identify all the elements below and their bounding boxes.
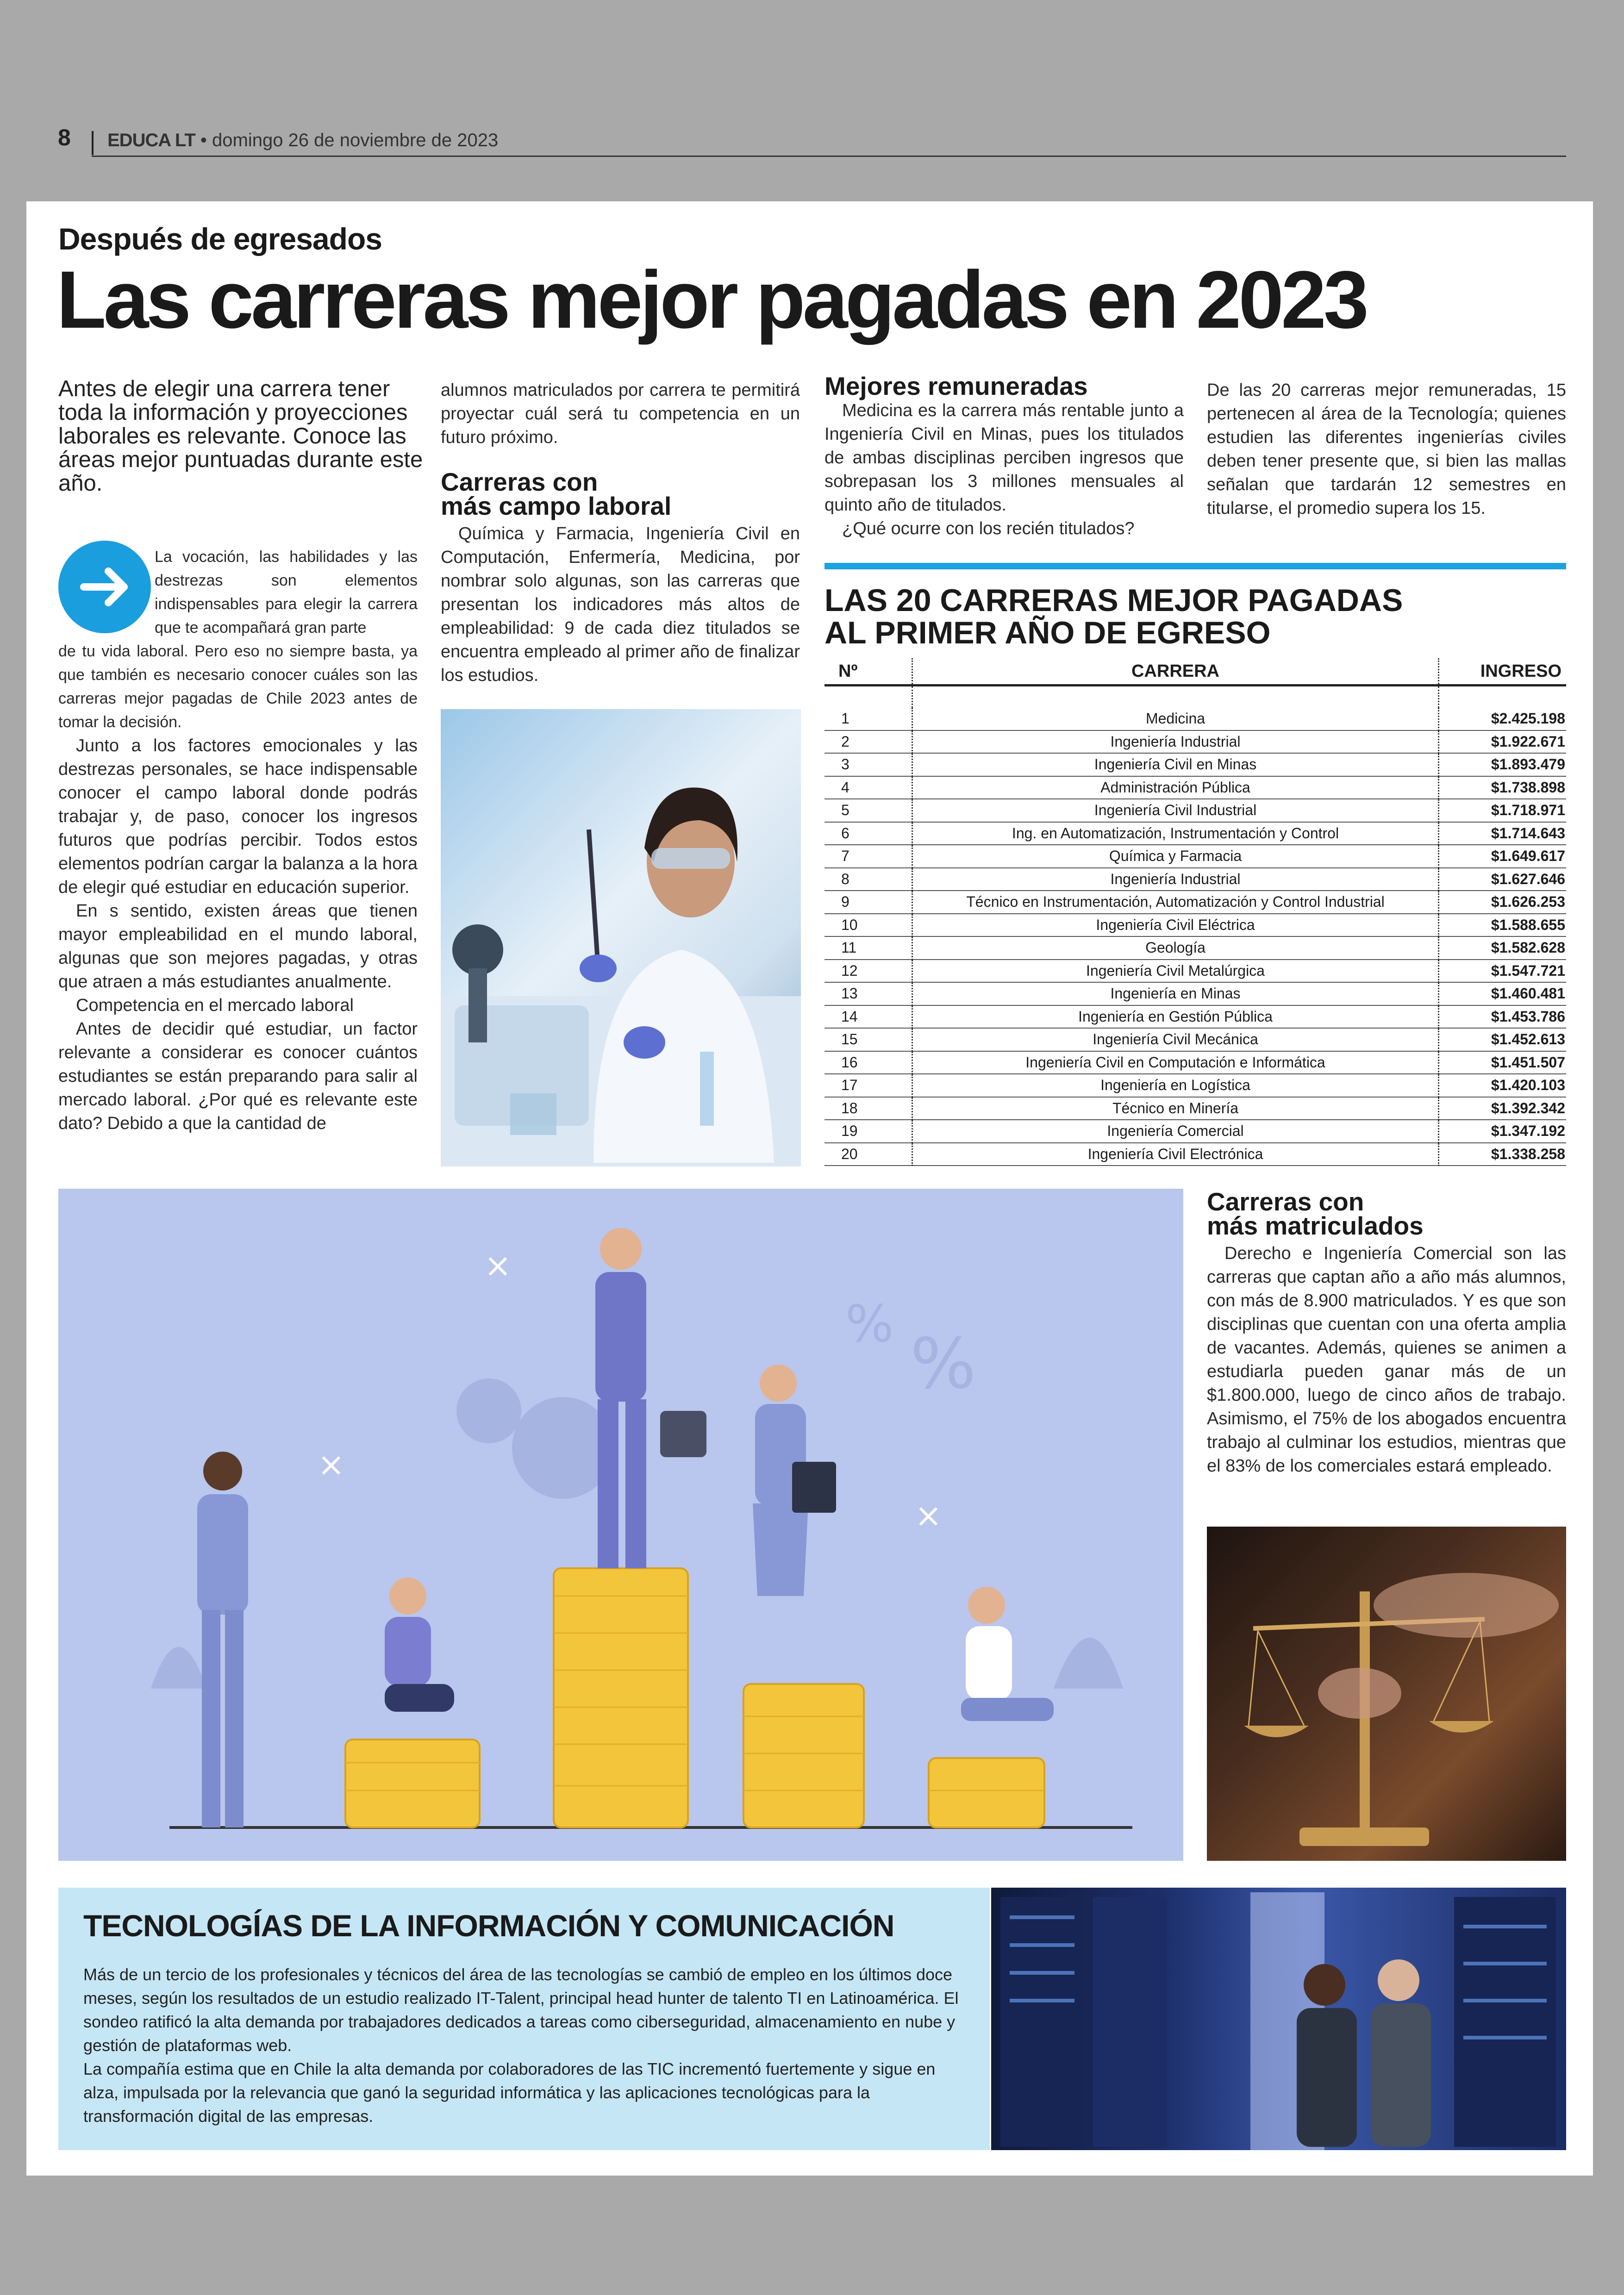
row-number: 1	[824, 708, 912, 730]
table-row	[824, 936, 1566, 960]
row-number: 10	[824, 914, 912, 937]
table-row	[824, 708, 1566, 730]
table-header-row	[824, 658, 1566, 686]
row-number: 20	[824, 1143, 912, 1166]
col4-paragraph-1: De las 20 carreras mejor remuneradas, 15 pertenecen al área de la Tecnología; quienes estudien las diferentes ingenierías civiles deben tener presente que, si bien las mallas señalan que tardarán 12 semestres en titularse, el promedio supera los 15.	[1207, 380, 1566, 518]
row-career: Ingeniería Comercial	[912, 1120, 1439, 1143]
col1-first-lines	[155, 545, 418, 640]
table-row	[824, 730, 1566, 754]
row-number: 6	[824, 822, 912, 845]
datacenter-photo	[991, 1888, 1566, 2150]
row-income: $1.338.258	[1439, 1143, 1567, 1166]
row-income: $1.392.342	[1439, 1097, 1567, 1120]
table-row	[824, 914, 1566, 937]
col2-paragraph-1: alumnos matriculados por carrera te permitirá proyectar cuál será tu competencia en un futuro próximo.	[441, 380, 800, 447]
article-headline: Las carreras mejor pagadas en 2023	[56, 255, 1366, 345]
row-career: Medicina	[912, 708, 1439, 730]
col3-subhead: Mejores remuneradas	[824, 372, 1088, 400]
row-number: 3	[824, 753, 912, 776]
table-row	[824, 753, 1566, 776]
col2-subhead	[441, 470, 671, 518]
row-career: Ingeniería Industrial	[912, 730, 1439, 754]
col1-paragraph-2: Junto a los factores emocionales y las destrezas personales, se hace indispensable conocer el campo laboral donde podrás trabajar y, de paso, conocer los ingresos futuros que podrías percibir. Todos estos elementos podrían cargar la balanza a la hora de elegir qué estudiar en educación superior.	[58, 736, 418, 897]
column-2-body	[441, 522, 800, 687]
row-career: Química y Farmacia	[912, 845, 1439, 868]
row-income: $1.718.971	[1439, 799, 1567, 822]
row-career: Ingeniería Civil Industrial	[912, 799, 1439, 822]
row-number: 18	[824, 1097, 912, 1120]
row-number: 11	[824, 936, 912, 960]
row-career: Técnico en Minería	[912, 1097, 1439, 1120]
row-number: 9	[824, 891, 912, 914]
row-career: Ingeniería Civil Electrónica	[912, 1143, 1439, 1166]
article-lead: Antes de elegir una carrera tener toda la información y proyecciones laborales es relevante. Conoce las áreas mejor puntuadas durante este año.	[58, 376, 423, 496]
column-2-top	[441, 379, 800, 449]
table-row	[824, 1051, 1566, 1074]
publication-name: EDUCA LT	[107, 130, 195, 150]
row-number: 4	[824, 776, 912, 799]
svg-text:%: %	[845, 1294, 894, 1353]
table-title-line-1: LAS 20 CARRERAS MEJOR PAGADAS	[824, 583, 1403, 618]
table-row	[824, 868, 1566, 891]
row-number: 7	[824, 845, 912, 868]
row-career: Ingeniería Civil Eléctrica	[912, 914, 1439, 937]
row-income: $1.451.507	[1439, 1051, 1567, 1074]
tic-title: TECNOLOGÍAS DE LA INFORMACIÓN Y COMUNICACIÓN	[83, 1908, 894, 1943]
svg-text:×: ×	[318, 1446, 345, 1484]
header-rule	[92, 156, 1566, 157]
lab-photo	[441, 709, 801, 1166]
table-row	[824, 960, 1566, 983]
justice-photo	[1207, 1527, 1566, 1861]
table-spacer-row	[824, 686, 1566, 708]
row-income: $1.893.479	[1439, 753, 1567, 776]
row-income: $2.425.198	[1439, 708, 1567, 730]
tic-paragraph-2: La compañía estima que en Chile la alta demanda por colaboradores de las TIC incrementó fuertemente y sigue en alza, impulsada por la relevancia que ganó la seguridad informática y las aplicaciones tecnológicas para la transformación digital de las empresas.	[83, 2059, 936, 2126]
header-career: CARRERA	[912, 658, 1439, 686]
row-income: $1.547.721	[1439, 960, 1567, 983]
row-income: $1.649.617	[1439, 845, 1567, 868]
page-number: 8	[58, 125, 71, 150]
row-career: Ingeniería en Minas	[912, 982, 1439, 1005]
row-income: $1.588.655	[1439, 914, 1567, 937]
row-career: Ingeniería Civil en Computación e Informática	[912, 1051, 1439, 1074]
svg-text:×: ×	[915, 1497, 942, 1534]
row-career: Ing. en Automatización, Instrumentación y Control	[912, 822, 1439, 845]
column-1	[58, 640, 418, 1135]
table-row	[824, 1120, 1566, 1143]
enrolled-column	[1207, 1242, 1566, 1478]
table-row	[824, 982, 1566, 1005]
row-number: 17	[824, 1074, 912, 1097]
row-career: Geología	[912, 936, 1439, 960]
row-career: Ingeniería Civil Mecánica	[912, 1028, 1439, 1051]
column-3	[824, 399, 1184, 541]
publication-date: • domingo 26 de noviembre de 2023	[200, 130, 499, 150]
row-income: $1.922.671	[1439, 730, 1567, 754]
table-row	[824, 1028, 1566, 1051]
svg-text:×: ×	[484, 1247, 512, 1285]
col1-paragraph-1-continued: de tu vida laboral. Pero eso no siempre basta, ya que también es necesario conocer cuáles son las carreras mejor pagadas de Chile 2023 antes de tomar la decisión.	[58, 642, 418, 731]
col2-subhead-line-1: Carreras con	[441, 468, 598, 496]
table-row	[824, 822, 1566, 845]
table-row	[824, 1074, 1566, 1097]
table-accent-rule	[824, 563, 1566, 569]
tic-paragraph-1: Más de un tercio de los profesionales y técnicos del área de las tecnologías se cambió de empleo en los últimos doce meses, según los resultados de un estudio realizado IT-Talent, principal head hunter de talento TI en Latinoamérica. El sondeo ratificó la alta demanda por trabajadores dedicados a tareas como ciberseguridad, almacenamiento en nube y gestión de plataformas web.	[83, 1965, 959, 2055]
row-number: 13	[824, 982, 912, 1005]
table-row	[824, 799, 1566, 822]
careers-table	[824, 658, 1566, 1166]
col3-paragraph-1: Medicina es la carrera más rentable junto a Ingeniería Civil en Minas, pues los titulados de ambas disciplinas perciben ingresos que sobrepasan los 3 millones mensuales al quinto año de titulados.	[824, 401, 1184, 515]
running-head	[107, 130, 498, 151]
header-num: Nº	[824, 658, 912, 686]
row-number: 19	[824, 1120, 912, 1143]
table-title-line-2: AL PRIMER AÑO DE EGRESO	[824, 615, 1271, 650]
row-number: 2	[824, 730, 912, 754]
arrow-right-icon	[58, 541, 151, 633]
col3-paragraph-2: ¿Qué ocurre con los recién titulados?	[842, 519, 1135, 538]
table-row	[824, 845, 1566, 868]
row-income: $1.347.192	[1439, 1120, 1567, 1143]
table-row	[824, 891, 1566, 914]
row-number: 14	[824, 1005, 912, 1029]
article-kicker: Después de egresados	[58, 222, 382, 256]
table-row	[824, 1097, 1566, 1120]
row-number: 12	[824, 960, 912, 983]
enrolled-subhead-line-2: más matriculados	[1207, 1211, 1424, 1240]
tic-text	[83, 1963, 968, 2128]
row-income: $1.420.103	[1439, 1074, 1567, 1097]
row-income: $1.627.646	[1439, 868, 1567, 891]
row-income: $1.714.643	[1439, 822, 1567, 845]
row-career: Ingeniería Civil en Minas	[912, 753, 1439, 776]
col1-paragraph-3: En s sentido, existen áreas que tienen mayor empleabilidad en el mundo laboral, algunas que son mejores pagadas, y otras que atraen a más estudiantes anualmente.	[58, 901, 418, 992]
col2-paragraph-2: Química y Farmacia, Ingeniería Civil en Computación, Enfermería, Medicina, por nombrar solo algunas, son las carreras que presentan los indicadores más altos de empleabilidad: 9 de cada diez titulados se encuentra empleado al primer año de finalizar los estudios.	[441, 524, 800, 685]
table-row	[824, 1143, 1566, 1166]
row-number: 15	[824, 1028, 912, 1051]
coins-illustration	[58, 1189, 1183, 1861]
row-number: 5	[824, 799, 912, 822]
table-row	[824, 1005, 1566, 1029]
enrolled-subhead	[1207, 1187, 1424, 1240]
row-career: Técnico en Instrumentación, Automatización y Control Industrial	[912, 891, 1439, 914]
table-title	[824, 584, 1403, 649]
col1-paragraph-5: Antes de decidir qué estudiar, un factor relevante a considerar es conocer cuántos estudiantes se están preparando para salir al mercado laboral. ¿Por qué es relevante este dato? Debido a que la cantidad de	[58, 1019, 418, 1133]
col1-inline-subhead: Competencia en el mercado laboral	[76, 996, 354, 1015]
row-career: Ingeniería en Gestión Pública	[912, 1005, 1439, 1029]
column-4	[1207, 379, 1566, 520]
row-career: Ingeniería en Logística	[912, 1074, 1439, 1097]
row-income: $1.738.898	[1439, 776, 1567, 799]
header-income: INGRESO	[1439, 658, 1567, 686]
row-income: $1.582.628	[1439, 936, 1567, 960]
row-number: 16	[824, 1051, 912, 1074]
col1-dropcap-paragraph: La vocación, las habilidades y las destrezas son elementos indispensables para elegir la carrera que te acompañará gran parte	[155, 548, 418, 636]
svg-text:%: %	[910, 1324, 976, 1404]
row-income: $1.460.481	[1439, 982, 1567, 1005]
table-row	[824, 776, 1566, 799]
folio-divider	[92, 131, 94, 155]
row-career: Administración Pública	[912, 776, 1439, 799]
col2-subhead-line-2: más campo laboral	[441, 492, 672, 520]
row-income: $1.453.786	[1439, 1005, 1567, 1029]
row-income: $1.452.613	[1439, 1028, 1567, 1051]
enrolled-subhead-line-1: Carreras con	[1207, 1187, 1364, 1216]
row-career: Ingeniería Civil Metalúrgica	[912, 960, 1439, 983]
row-number: 8	[824, 868, 912, 891]
row-career: Ingeniería Industrial	[912, 868, 1439, 891]
enrolled-paragraph: Derecho e Ingeniería Comercial son las carreras que captan año a año más alumnos, con más de 8.900 matriculados. Y es que son disciplinas que cuentan con una oferta amplia de vacantes. Además, quienes se animen a estudiarla pueden ganar más de un $1.800.000, luego de cinco años de trabajo. Asimismo, el 75% de los abogados encuentra trabajo al culminar los estudios, mientras que el 83% de los comerciales estará empleado.	[1207, 1244, 1566, 1476]
row-income: $1.626.253	[1439, 891, 1567, 914]
